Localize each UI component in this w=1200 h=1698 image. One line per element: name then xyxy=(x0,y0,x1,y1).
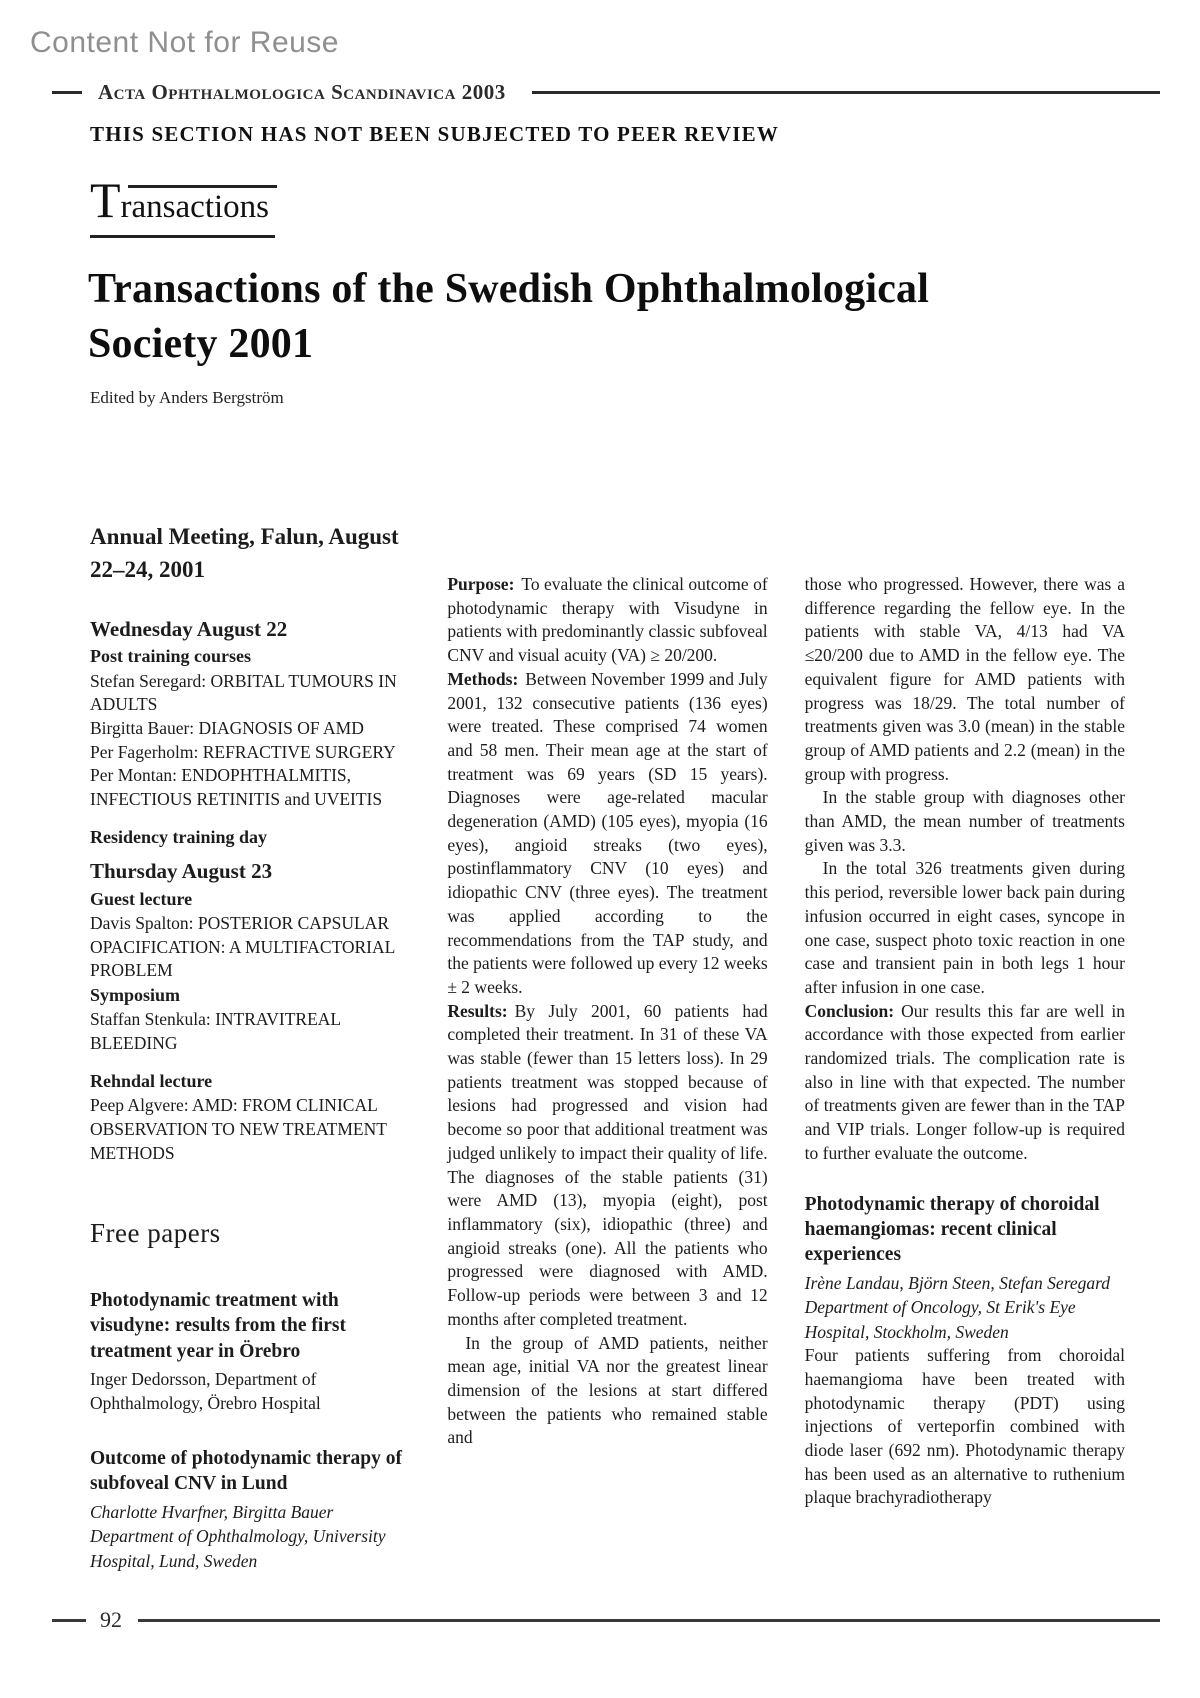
lecture-entry xyxy=(90,717,410,741)
text: Birgitta Bauer: DIAGNOSIS OF AMD xyxy=(90,717,364,738)
day-heading xyxy=(90,857,410,885)
section-label: Transactions xyxy=(90,172,275,238)
paper-affiliation xyxy=(805,1295,1125,1344)
session-heading xyxy=(90,825,410,849)
text: Charlotte Hvarfner, Birgitta Bauer Department of Ophthalmology, University Hospital, Lund, Sweden xyxy=(90,1501,386,1571)
text: Guest lecture xyxy=(90,888,193,909)
footer-left-dash xyxy=(52,1619,86,1622)
paper-title xyxy=(90,1288,410,1364)
journal-name: Acta Ophthalmologica Scandinavica 2003 xyxy=(98,80,506,104)
column-right xyxy=(805,520,1125,1573)
day-heading xyxy=(90,615,410,643)
session-heading xyxy=(90,983,410,1007)
session-heading xyxy=(90,644,410,668)
watermark-text: Content Not for Reuse xyxy=(30,26,339,59)
abstract-label: Results: xyxy=(447,1000,508,1021)
text: Stefan Seregard: ORBITAL TUMOURS IN ADULTS xyxy=(90,670,397,715)
text: Four patients suffering from choroidal haemangioma have been treated with photodynamic therapy (PDT) using injections of verteporfin combined with diode laser (692 nm). Photodynamic therapy has been used as an alternative to ruthenium plaque brachyradiotherapy xyxy=(804,1345,1125,1508)
text: Davis Spalton: POSTERIOR CAPSULAR OPACIFICATION: A MULTIFACTORIAL PROBLEM xyxy=(90,912,395,981)
text: By July 2001, 60 patients had completed their treatment. In 31 of these VA was stable (fewer than 15 letters loss). In 29 patients treatment was stopped because of lesions had progressed and vision had become so poor that additional treatment was judged unlikely to impact their quality of life. The diagnoses of the stable patients (31) were AMD (13), myopia (eight), post inflammatory (six), idiopathic (three) and angioid streaks (one). All the patients who progressed were diagnosed with AMD. Follow-up periods were between 3 and 12 months after completed treatment. xyxy=(447,1000,768,1329)
text: To evaluate the clinical outcome of photodynamic therapy with Visudyne in patients with predominantly classic subfoveal CNV and visual acuity (VA) ≥ 20/200. xyxy=(447,574,768,666)
meeting-heading xyxy=(90,520,410,587)
lecture-entry xyxy=(90,670,410,717)
text: Rehndal lecture xyxy=(90,1070,213,1091)
text: Per Montan: ENDOPHTHALMITIS, INFECTIOUS RETINITIS and UVEITIS xyxy=(90,765,383,810)
abstract-paragraph xyxy=(805,573,1125,786)
text: Post training courses xyxy=(90,646,251,667)
text: In the total 326 treatments given during this period, reversible lower back pain during infusion occurred in eight cases, syncope in one case, suspect photo toxic reaction in one case and transient pain in both legs 1 hour after infusion in one case. xyxy=(804,858,1125,997)
session-heading xyxy=(90,1069,410,1093)
paper-authors xyxy=(805,1271,1125,1296)
text: Residency training day xyxy=(90,826,268,847)
text: Per Fagerholm: REFRACTIVE SURGERY xyxy=(90,741,396,762)
abstract-paragraph xyxy=(805,1000,1125,1166)
paper-authors xyxy=(90,1367,410,1416)
journal-header xyxy=(52,80,1160,105)
abstract-paragraph xyxy=(805,786,1125,857)
text: Between November 1999 and July 2001, 132 consecutive patients (136 eyes) were treated. These comprised 74 women and 58 men. Their mean age at the start of treatment was 69 years (SD 15 years). Diagnoses were age-related macular degeneration (AMD) (105 eyes), myopia (16 eyes), angioid streaks (two eyes), postinflammatory CNV (10 eyes) and idiopathic CNV (three eyes). The treatment was applied according to the recommendations from the TAP study, and the patients were followed up every 12 weeks ± 2 weeks. xyxy=(447,668,768,997)
peer-review-notice: THIS SECTION HAS NOT BEEN SUBJECTED TO PEER REVIEW xyxy=(90,122,780,146)
text: Symposium xyxy=(90,985,181,1006)
header-left-dash xyxy=(52,91,82,94)
text: Our results this far are well in accordance with those expected from earlier randomized trials. The complication rate is also in line with that expected. The number of treatments given are fewer than in the TAP and VIP trials. Longer follow-up is required to further evaluate the outcome. xyxy=(804,1000,1125,1163)
text: those who progressed. However, there was a difference regarding the fellow eye. In the patients with stable VA, 4/13 had VA ≤20/200 due to AMD in the fellow eye. The equivalent figure for AMD patients with progress was 18/29. The total number of treatments given was 3.0 (mean) in the stable group of AMD patients and 2.2 (mean) in the group with progress. xyxy=(804,574,1125,784)
text: Inger Dedorsson, Department of Ophthalmology, Örebro Hospital xyxy=(90,1368,321,1414)
paper-title xyxy=(90,1446,410,1497)
abstract-label: Conclusion: xyxy=(804,1000,895,1021)
column-left xyxy=(90,520,410,1573)
page-footer xyxy=(52,1607,1160,1633)
text: In the stable group with diagnoses other than AMD, the mean number of treatments given was 3.3. xyxy=(804,787,1125,855)
abstract-paragraph xyxy=(447,1000,767,1332)
content-columns xyxy=(90,520,1125,1573)
column-middle xyxy=(447,520,767,1573)
text: Staffan Stenkula: INTRAVITREAL BLEEDING xyxy=(90,1009,341,1054)
lecture-entry xyxy=(90,1094,410,1165)
paper-authors xyxy=(90,1500,410,1574)
lecture-entry xyxy=(90,912,410,983)
abstract-paragraph xyxy=(447,668,767,1000)
abstract-paragraph xyxy=(447,573,767,668)
text: In the group of AMD patients, neither mean age, initial VA nor the greatest linear dimension of the lesions at start differed between the patients who remained stable and xyxy=(447,1332,768,1448)
page-number: 92 xyxy=(100,1607,122,1632)
session-heading xyxy=(90,887,410,911)
text: Wednesday August 22 xyxy=(90,616,288,641)
paper-title xyxy=(805,1192,1125,1268)
text: Peep Algvere: AMD: FROM CLINICAL OBSERVATION TO NEW TREATMENT METHODS xyxy=(90,1095,387,1163)
abstract-label: Methods: xyxy=(447,668,519,689)
text: Thursday August 23 xyxy=(90,859,273,884)
lecture-entry xyxy=(90,741,410,765)
header-rule xyxy=(532,91,1160,94)
article-title: Transactions of the Swedish Ophthalmological Society 2001 xyxy=(88,266,930,368)
footer-rule xyxy=(138,1619,1160,1622)
text: Photodynamic treatment with visudyne: results from the first treatment year in Örebro xyxy=(90,1289,347,1362)
lecture-entry xyxy=(90,1008,410,1055)
lecture-entry xyxy=(90,764,410,811)
text: Free papers xyxy=(90,1218,221,1249)
abstract-paragraph xyxy=(805,857,1125,999)
abstract-label: Purpose: xyxy=(447,574,515,594)
abstract-paragraph xyxy=(805,1344,1125,1510)
text: Irène Landau, Björn Steen, Stefan Seregard xyxy=(804,1272,1111,1293)
text: Annual Meeting, Falun, August 22–24, 2001 xyxy=(90,524,399,583)
text: Photodynamic therapy of choroidal haemangiomas: recent clinical experiences xyxy=(804,1193,1100,1266)
text: Outcome of photodynamic therapy of subfoveal CNV in Lund xyxy=(90,1447,402,1495)
text: Department of Oncology, St Erik's Eye Hospital, Stockholm, Sweden xyxy=(804,1297,1076,1342)
abstract-paragraph xyxy=(447,1332,767,1451)
free-papers-heading xyxy=(90,1215,410,1252)
edited-by-line: Edited by Anders Bergström xyxy=(90,388,284,407)
